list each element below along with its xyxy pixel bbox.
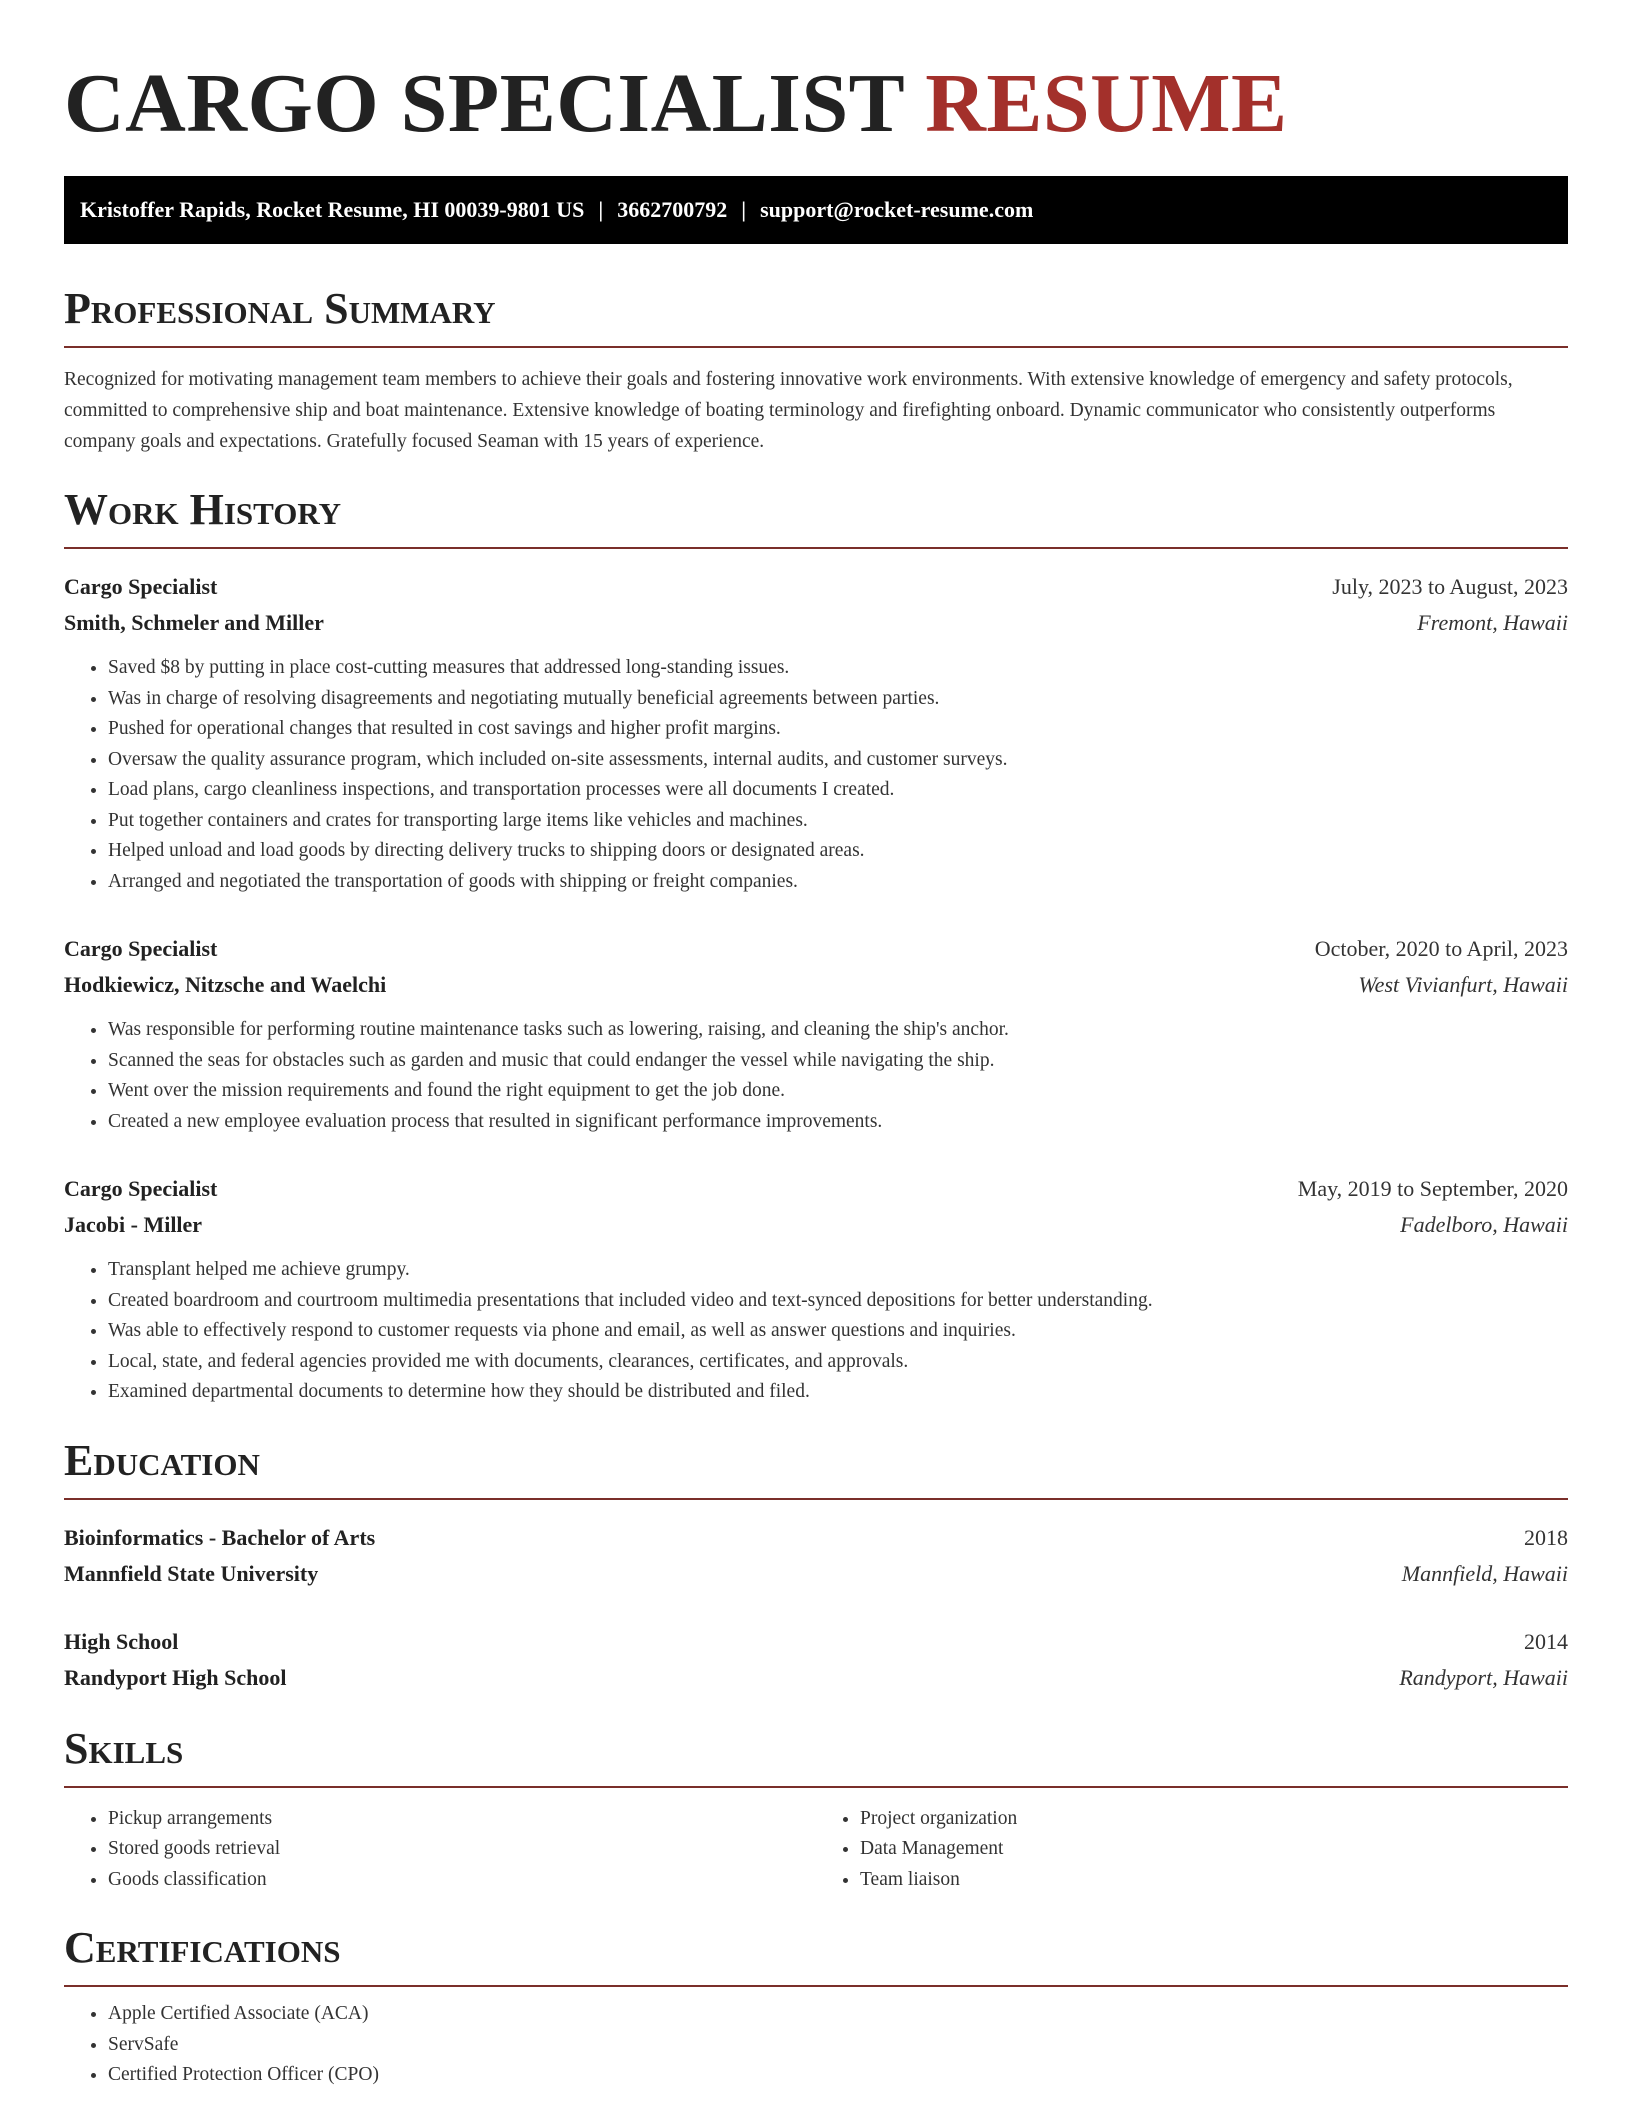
- job-bullet: • Helped unload and load goods by directing delivery trucks to shipping doors or designated areas.: [108, 836, 1568, 867]
- job-entry: [64, 1171, 1568, 1408]
- contact-email[interactable]: support@rocket-resume.com: [760, 197, 1034, 222]
- job-bullet: • Load plans, cargo cleanliness inspections, and transportation processes were all documents I created.: [108, 775, 1568, 806]
- job-bullet: • Created boardroom and courtroom multimedia presentations that included video and text-synced depositions for better understanding.: [108, 1286, 1568, 1317]
- education-heading: Education: [64, 1436, 1568, 1500]
- job-location: West Vivianfurt, Hawaii: [1358, 972, 1568, 997]
- job-bullet: • Scanned the seas for obstacles such as garden and music that could endanger the vessel while navigating the ship.: [108, 1046, 1568, 1077]
- job-entry: [64, 931, 1568, 1137]
- education-year: 2014: [1524, 1628, 1568, 1654]
- skill-item: • Goods classification: [108, 1865, 816, 1896]
- job-title: Cargo Specialist: [64, 1176, 218, 1201]
- job-title: Cargo Specialist: [64, 936, 218, 961]
- education-section: [64, 1436, 1568, 1696]
- skill-item: • Stored goods retrieval: [108, 1834, 816, 1865]
- education-location: Mannfield, Hawaii: [1401, 1560, 1568, 1586]
- contact-address: Kristoffer Rapids, Rocket Resume, HI 00039-9801 US: [80, 197, 585, 222]
- skill-item: • Data Management: [860, 1834, 1568, 1865]
- job-title: Cargo Specialist: [64, 574, 218, 599]
- job-bullet: • Was responsible for performing routine maintenance tasks such as lowering, raising, and cleaning the ship's anchor.: [108, 1015, 1568, 1046]
- title-accent: RESUME: [925, 57, 1288, 150]
- certification-item: • Certified Protection Officer (CPO): [108, 2060, 1568, 2091]
- job-company: Smith, Schmeler and Miller: [64, 610, 324, 635]
- job-bullet: • Arranged and negotiated the transportation of goods with shipping or freight companies.: [108, 867, 1568, 898]
- work-history-heading: Work History: [64, 485, 1568, 549]
- certifications-list: [64, 1999, 1568, 2091]
- certification-item: • Apple Certified Associate (ACA): [108, 1999, 1568, 2030]
- skills-column: [816, 1804, 1568, 1896]
- job-company: Hodkiewicz, Nitzsche and Waelchi: [64, 972, 387, 997]
- job-company: Jacobi - Miller: [64, 1212, 203, 1237]
- job-bullets: [64, 1255, 1568, 1408]
- job-bullet: • Examined departmental documents to determine how they should be distributed and filed.: [108, 1377, 1568, 1408]
- education-school: Mannfield State University: [64, 1560, 319, 1586]
- education-degree: High School: [64, 1628, 179, 1654]
- education-entry: [64, 1520, 1568, 1592]
- skills-heading: Skills: [64, 1724, 1568, 1788]
- job-dates: May, 2019 to September, 2020: [1297, 1176, 1568, 1201]
- certifications-heading: Certifications: [64, 1923, 1568, 1987]
- job-bullets: [64, 653, 1568, 897]
- contact-separator: |: [741, 197, 747, 222]
- education-entry: [64, 1624, 1568, 1696]
- summary-text: Recognized for motivating management team members to achieve their goals and fostering innovative work environments. With extensive knowledge of emergency and safety protocols, committed to comprehensive ship and boat maintenance. Extensive knowledge of boating terminology and firefighting onboard. Dynamic communicator who consistently outperforms company goals and expectations. Gratefully focused Seaman with 15 years of experience.: [64, 369, 1513, 452]
- education-degree: Bioinformatics - Bachelor of Arts: [64, 1524, 376, 1550]
- job-bullet: • Was able to effectively respond to customer requests via phone and email, as well as answer questions and inquiries.: [108, 1316, 1568, 1347]
- job-bullet: • Was in charge of resolving disagreements and negotiating mutually beneficial agreements between parties.: [108, 684, 1568, 715]
- skills-list: [64, 1796, 1568, 1896]
- job-bullet: • Transplant helped me achieve grumpy.: [108, 1255, 1568, 1286]
- job-location: Fadelboro, Hawaii: [1400, 1212, 1568, 1237]
- skill-item: • Team liaison: [860, 1865, 1568, 1896]
- job-bullets: [64, 1015, 1568, 1137]
- education-year: 2018: [1524, 1524, 1568, 1550]
- contact-separator: |: [598, 197, 604, 222]
- job-bullet: • Put together containers and crates for transporting large items like vehicles and machines.: [108, 806, 1568, 837]
- education-school: Randyport High School: [64, 1664, 287, 1690]
- job-entry: [64, 569, 1568, 897]
- skills-section: [64, 1724, 1568, 1896]
- job-bullet: • Oversaw the quality assurance program, which included on-site assessments, internal audits, and customer surveys.: [108, 745, 1568, 776]
- job-dates: July, 2023 to August, 2023: [1332, 574, 1568, 599]
- summary-heading: Professional Summary: [64, 284, 1568, 348]
- certifications-section: [64, 1923, 1568, 2091]
- job-bullet: • Saved $8 by putting in place cost-cutting measures that addressed long-standing issues.: [108, 653, 1568, 684]
- summary-section: [64, 284, 1568, 457]
- work-history-section: [64, 485, 1568, 1408]
- skills-column: [64, 1804, 816, 1896]
- resume-title: [64, 56, 1568, 152]
- education-location: Randyport, Hawaii: [1399, 1664, 1568, 1690]
- certification-item: • ServSafe: [108, 2030, 1568, 2061]
- title-main: CARGO SPECIALIST: [64, 57, 904, 150]
- skill-item: • Project organization: [860, 1804, 1568, 1835]
- job-bullet: • Pushed for operational changes that resulted in cost savings and higher profit margins.: [108, 714, 1568, 745]
- job-location: Fremont, Hawaii: [1417, 610, 1568, 635]
- contact-bar: [64, 176, 1568, 244]
- job-bullet: • Created a new employee evaluation process that resulted in significant performance improvements.: [108, 1107, 1568, 1138]
- skill-item: • Pickup arrangements: [108, 1804, 816, 1835]
- job-bullet: • Went over the mission requirements and found the right equipment to get the job done.: [108, 1076, 1568, 1107]
- contact-phone: 3662700792: [617, 197, 728, 222]
- job-bullet: • Local, state, and federal agencies provided me with documents, clearances, certificates, and approvals.: [108, 1347, 1568, 1378]
- job-dates: October, 2020 to April, 2023: [1314, 936, 1568, 961]
